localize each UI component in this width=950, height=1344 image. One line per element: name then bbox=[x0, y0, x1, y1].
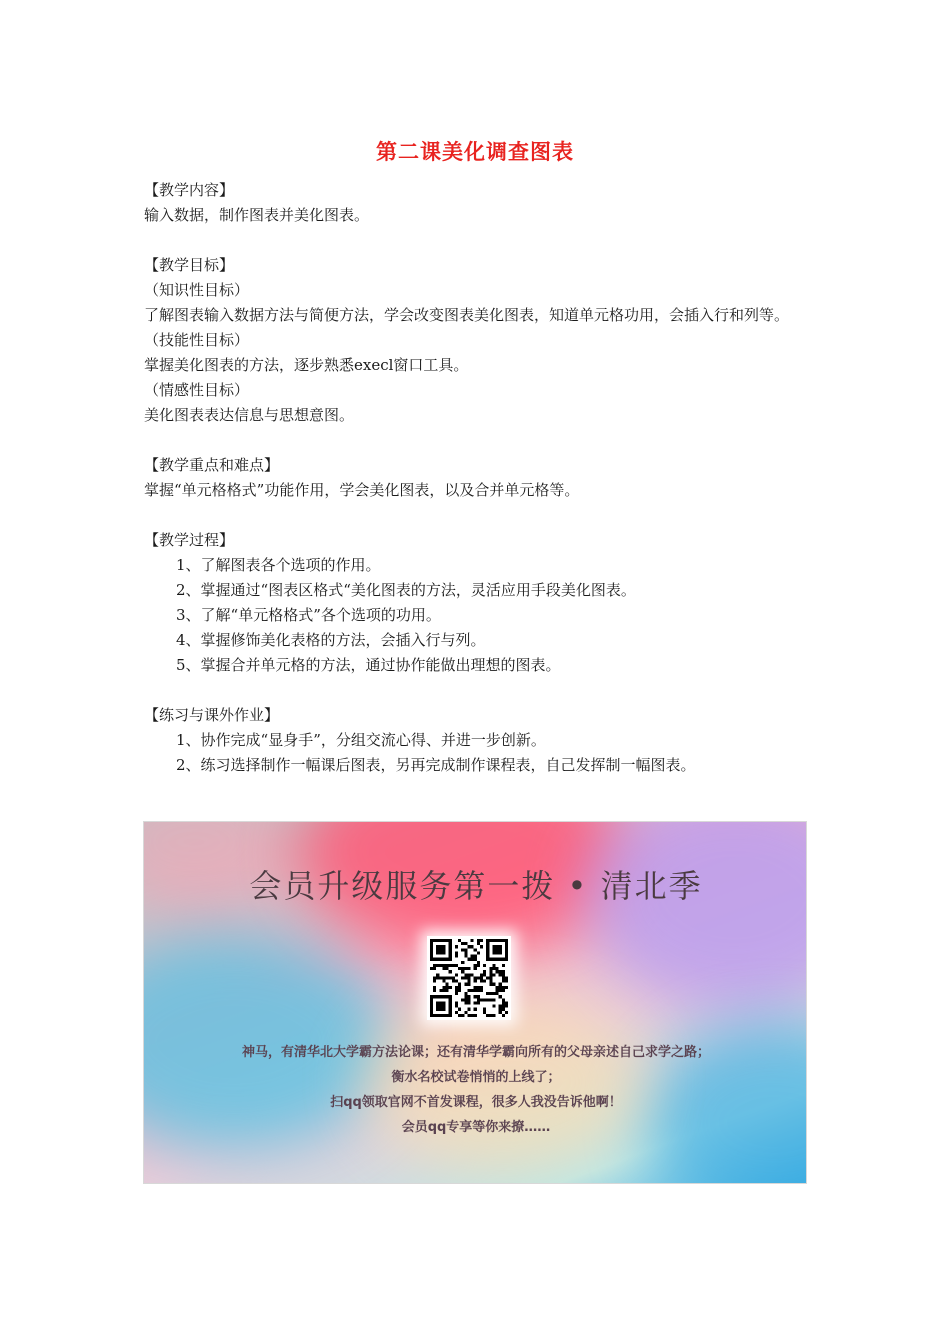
content-text: 输入数据，制作图表并美化图表。 bbox=[144, 206, 370, 224]
banner-message bbox=[144, 1040, 807, 1140]
process-item: 4、掌握修饰美化表格的方法，会插入行与列。 bbox=[176, 631, 486, 649]
homework-item: 1、协作完成“显身手”，分组交流心得、并进一步创新。 bbox=[176, 731, 546, 749]
process-item: 3、了解“单元格格式”各个选项的功用。 bbox=[176, 606, 441, 624]
banner-line: 衡水名校试卷悄悄的上线了； bbox=[391, 1070, 561, 1085]
goal-knowledge-label: （知识性目标） bbox=[144, 281, 250, 299]
goal-knowledge-text: 了解图表输入数据方法与简便方法，学会改变图表美化图表，知道单元格功用，会插入行和列等。 bbox=[144, 306, 790, 324]
process-item: 5、掌握合并单元格的方法，通过协作能做出理想的图表。 bbox=[176, 656, 561, 674]
section-heading-key: 【教学重点和难点】 bbox=[144, 456, 280, 474]
banner-line: 会员qq专享等你来撩…… bbox=[401, 1120, 551, 1135]
promo-banner bbox=[143, 821, 807, 1184]
process-item: 2、掌握通过“图表区格式“美化图表的方法，灵活应用手段美化图表。 bbox=[176, 581, 636, 599]
section-heading-content: 【教学内容】 bbox=[144, 181, 235, 199]
lesson-body bbox=[144, 178, 810, 778]
goal-emotion-text: 美化图表表达信息与思想意图。 bbox=[144, 406, 355, 424]
process-item: 1、了解图表各个选项的作用。 bbox=[176, 556, 381, 574]
goal-emotion-label: （情感性目标） bbox=[144, 381, 250, 399]
goal-skill-label: （技能性目标） bbox=[144, 331, 250, 349]
page-title: 第二课美化调查图表 bbox=[376, 139, 574, 164]
section-heading-goal: 【教学目标】 bbox=[144, 256, 235, 274]
goal-skill-text: 掌握美化图表的方法，逐步熟悉execl窗口工具。 bbox=[144, 356, 469, 374]
banner-line: 扫qq领取官网不首发课程，很多人我没告诉他啊！ bbox=[330, 1095, 622, 1110]
banner-title: 会员升级服务第一拨 • 清北季 bbox=[249, 867, 703, 905]
key-text: 掌握“单元格格式”功能作用，学会美化图表，以及合并单元格等。 bbox=[144, 481, 580, 499]
homework-item: 2、练习选择制作一幅课后图表，另再完成制作课程表，自己发挥制一幅图表。 bbox=[176, 756, 696, 774]
banner-line: 神马，有清华北大学霸方法论课；还有清华学霸向所有的父母亲述自己求学之路； bbox=[241, 1045, 710, 1060]
qr-code-icon[interactable] bbox=[427, 936, 511, 1020]
section-heading-homework: 【练习与课外作业】 bbox=[144, 706, 280, 724]
section-heading-process: 【教学过程】 bbox=[144, 531, 235, 549]
